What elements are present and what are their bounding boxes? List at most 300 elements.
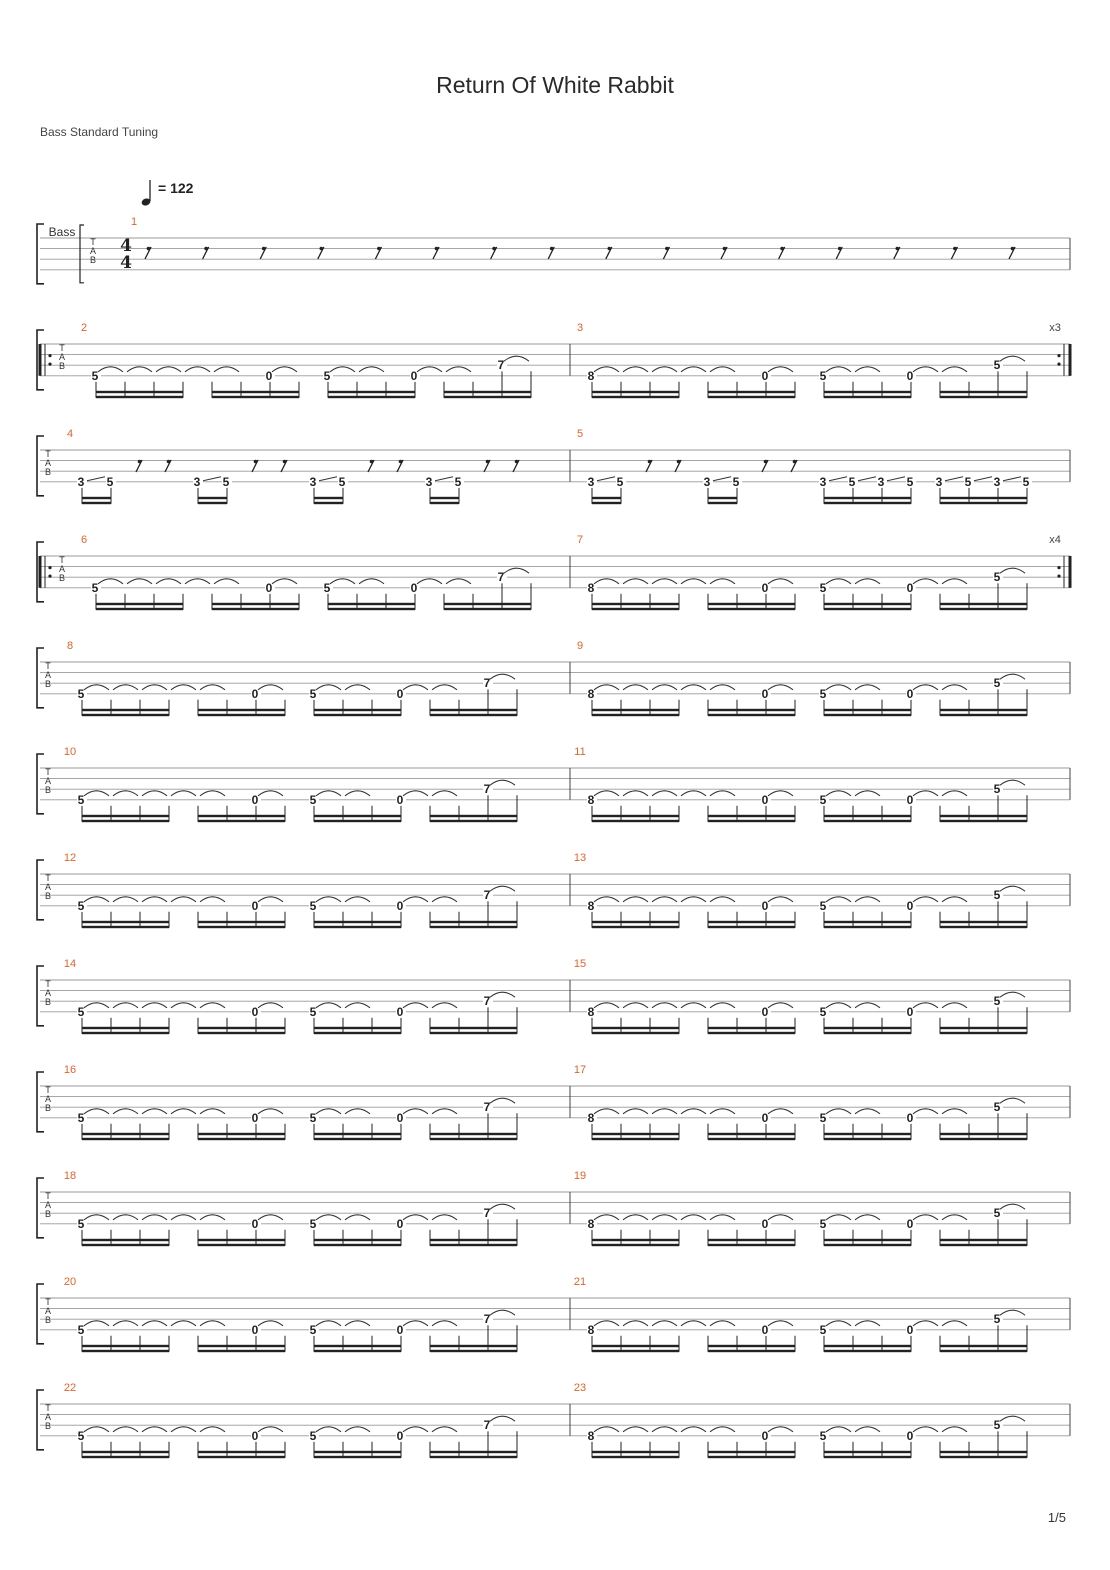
fret-number: 5: [309, 1216, 317, 1231]
beam: [824, 603, 911, 605]
tie-arc: [258, 1321, 283, 1326]
tab-clef-letter: T: [59, 343, 65, 353]
measure-number: 23: [573, 1382, 587, 1394]
tab-clef-letter: B: [44, 1209, 52, 1219]
fret-number: 0: [410, 580, 418, 595]
tie-arc: [913, 1109, 938, 1114]
tie-arc: [171, 791, 196, 796]
beam: [198, 1239, 285, 1241]
fret-number: 3: [819, 474, 827, 489]
tie-arc: [652, 1109, 677, 1114]
beam: [824, 1027, 911, 1029]
fret-number: 0: [251, 898, 259, 913]
tie-arc: [84, 1109, 109, 1114]
beam: [430, 1138, 517, 1140]
beam: [198, 1456, 285, 1458]
measure-number: 15: [573, 958, 587, 970]
beam: [592, 1345, 679, 1347]
tab-clef-letter: T: [59, 555, 65, 565]
fret-number: 3: [993, 474, 1001, 489]
tab-system: [37, 852, 1070, 928]
beam: [328, 396, 415, 398]
tie-arc: [113, 1109, 138, 1114]
tie-arc: [214, 579, 239, 584]
tie-arc: [826, 1109, 851, 1114]
tie-arc: [403, 897, 428, 902]
beam: [824, 502, 911, 504]
beam: [592, 714, 679, 716]
tie-arc: [258, 791, 283, 796]
measure-number: 1: [130, 216, 138, 228]
tie-arc: [652, 367, 677, 372]
tab-measure: [574, 958, 1027, 1034]
tie-arc: [855, 367, 880, 372]
tie-arc: [403, 1427, 428, 1432]
tab-clef-letter: B: [44, 997, 52, 1007]
fret-number: 7: [497, 570, 505, 585]
tie-arc: [826, 897, 851, 902]
tie-arc: [84, 1321, 109, 1326]
tie-arc: [942, 1003, 967, 1008]
fret-number: 0: [906, 1004, 914, 1019]
tab-measure: [67, 640, 517, 716]
beam: [708, 608, 795, 610]
tie-arc: [185, 579, 210, 584]
beam: [430, 921, 517, 923]
tie-arc: [681, 1109, 706, 1114]
beam: [82, 502, 111, 504]
beam: [314, 1244, 401, 1246]
measure-number: 16: [63, 1064, 77, 1076]
fret-number: 5: [222, 474, 230, 489]
beam: [824, 1032, 911, 1034]
tab-clef-letter: B: [89, 255, 97, 265]
tie-arc: [345, 791, 370, 796]
beam: [824, 391, 911, 393]
beam: [430, 1350, 517, 1352]
beam: [592, 502, 621, 504]
beam: [940, 1138, 1027, 1140]
tie-arc: [710, 1215, 735, 1220]
tie-arc: [113, 1003, 138, 1008]
tie-arc: [1000, 674, 1025, 679]
beam: [708, 391, 795, 393]
slide-line: [203, 477, 221, 481]
tie-arc: [345, 897, 370, 902]
beam: [328, 608, 415, 610]
fret-number: 0: [761, 1216, 769, 1231]
measure-number: 2: [80, 322, 88, 334]
tie-arc: [768, 1215, 793, 1220]
tie-arc: [855, 1109, 880, 1114]
fret-number: 5: [309, 1110, 317, 1125]
tie-arc: [84, 791, 109, 796]
tuning-label: Bass Standard Tuning: [40, 125, 159, 139]
fret-number: 0: [251, 1110, 259, 1125]
tie-arc: [403, 791, 428, 796]
tie-arc: [710, 1321, 735, 1326]
tie-arc: [652, 1215, 677, 1220]
fret-number: 5: [819, 1322, 827, 1337]
slide-line: [435, 477, 453, 481]
tie-arc: [942, 897, 967, 902]
beam: [592, 815, 679, 817]
beam: [708, 926, 795, 928]
tie-arc: [855, 579, 880, 584]
beam: [198, 1350, 285, 1352]
tab-system: [37, 1170, 1070, 1246]
beam: [592, 1138, 679, 1140]
fret-number: 5: [993, 1418, 1001, 1433]
fret-number: 0: [251, 1428, 259, 1443]
tab-clef-letter: B: [44, 467, 52, 477]
beam: [328, 603, 415, 605]
beam: [82, 1239, 169, 1241]
tie-arc: [98, 579, 123, 584]
beam: [82, 1133, 169, 1135]
fret-number: 5: [77, 1428, 85, 1443]
tie-arc: [913, 367, 938, 372]
beam: [314, 1027, 401, 1029]
beam: [212, 391, 299, 393]
tie-arc: [1000, 780, 1025, 785]
tie-arc: [403, 1215, 428, 1220]
tie-arc: [681, 579, 706, 584]
beam: [314, 1350, 401, 1352]
tie-arc: [681, 685, 706, 690]
tie-arc: [316, 791, 341, 796]
tie-arc: [768, 1427, 793, 1432]
fret-number: 0: [761, 898, 769, 913]
tie-arc: [127, 579, 152, 584]
beam: [708, 1350, 795, 1352]
tie-arc: [826, 791, 851, 796]
beam: [198, 1133, 285, 1135]
beam: [708, 1456, 795, 1458]
repeat-dot: [1057, 363, 1060, 366]
tie-arc: [113, 897, 138, 902]
fret-number: 0: [761, 1428, 769, 1443]
tie-arc: [594, 367, 619, 372]
tie-arc: [345, 1321, 370, 1326]
tie-arc: [623, 1321, 648, 1326]
fret-number: 7: [483, 782, 491, 797]
score-title: Return Of White Rabbit: [436, 72, 674, 98]
tie-arc: [623, 897, 648, 902]
beam: [592, 396, 679, 398]
measure-number: 22: [63, 1382, 77, 1394]
fret-number: 0: [906, 686, 914, 701]
tab-clef-letter: A: [44, 1094, 52, 1104]
tie-arc: [855, 1321, 880, 1326]
beam: [82, 1345, 169, 1347]
beam: [198, 1138, 285, 1140]
tab-clef-letter: T: [45, 1085, 51, 1095]
tie-arc: [623, 1427, 648, 1432]
beam: [708, 1032, 795, 1034]
tab-clef-letter: T: [45, 1297, 51, 1307]
beam: [82, 1027, 169, 1029]
beam: [824, 714, 911, 716]
fret-number: 5: [309, 898, 317, 913]
tab-clef-letter: A: [44, 1412, 52, 1422]
beam: [592, 1239, 679, 1241]
fret-number: 5: [993, 570, 1001, 585]
tie-arc: [142, 1109, 167, 1114]
slide-line: [1003, 477, 1021, 481]
fret-number: 5: [309, 792, 317, 807]
time-signature-top: 4: [120, 236, 132, 256]
fret-number: 5: [77, 1216, 85, 1231]
beam: [824, 921, 911, 923]
tie-arc: [432, 685, 457, 690]
fret-number: 5: [819, 1216, 827, 1231]
tie-arc: [156, 367, 181, 372]
tie-arc: [594, 1003, 619, 1008]
tie-arc: [855, 685, 880, 690]
system-bracket: [37, 1072, 44, 1132]
beam: [592, 1456, 679, 1458]
tie-arc: [171, 1321, 196, 1326]
tie-arc: [942, 579, 967, 584]
fret-number: 5: [454, 474, 462, 489]
beam: [212, 396, 299, 398]
tie-arc: [768, 367, 793, 372]
tie-arc: [84, 1003, 109, 1008]
fret-number: 7: [483, 1418, 491, 1433]
tie-arc: [432, 1003, 457, 1008]
fret-number: 3: [587, 474, 595, 489]
beam: [314, 1239, 401, 1241]
beam: [708, 820, 795, 822]
fret-number: 0: [761, 792, 769, 807]
tie-arc: [623, 1109, 648, 1114]
beam: [824, 1133, 911, 1135]
tie-arc: [1000, 1416, 1025, 1421]
tab-measure: [64, 1276, 517, 1352]
tie-arc: [710, 1109, 735, 1114]
tie-arc: [200, 897, 225, 902]
tab-measure: [81, 322, 531, 398]
tie-arc: [652, 1321, 677, 1326]
fret-number: 5: [819, 368, 827, 383]
tie-arc: [1000, 1204, 1025, 1209]
fret-number: 5: [309, 1004, 317, 1019]
beam: [824, 1244, 911, 1246]
tie-arc: [345, 685, 370, 690]
repeat-dot: [1057, 575, 1060, 578]
fret-number: 7: [483, 1312, 491, 1327]
tab-system: [37, 746, 1070, 822]
beam: [940, 1345, 1027, 1347]
tie-arc: [171, 1427, 196, 1432]
measure-number: 4: [66, 428, 74, 440]
tie-arc: [200, 685, 225, 690]
tie-arc: [710, 579, 735, 584]
tie-arc: [330, 367, 355, 372]
tab-system: [37, 534, 1070, 610]
tie-arc: [681, 367, 706, 372]
tie-arc: [127, 367, 152, 372]
system-bracket: [37, 1390, 44, 1450]
measure-number: 13: [573, 852, 587, 864]
tie-arc: [913, 791, 938, 796]
tie-arc: [826, 1003, 851, 1008]
tie-arc: [826, 367, 851, 372]
fret-number: 0: [906, 1428, 914, 1443]
slide-line: [887, 477, 905, 481]
fret-number: 7: [497, 358, 505, 373]
beam: [940, 921, 1027, 923]
fret-number: 5: [993, 1100, 1001, 1115]
tie-arc: [623, 367, 648, 372]
tab-measure: [574, 852, 1027, 928]
measure-number: 21: [573, 1276, 587, 1288]
beam: [592, 921, 679, 923]
beam: [940, 1032, 1027, 1034]
beam: [940, 1451, 1027, 1453]
beam: [592, 820, 679, 822]
tab-clef-letter: B: [58, 573, 66, 583]
beam: [708, 1027, 795, 1029]
tie-arc: [84, 685, 109, 690]
tab-measure: [64, 1064, 517, 1140]
measure-number: 18: [63, 1170, 77, 1182]
system-bracket: [37, 224, 44, 284]
beam: [708, 714, 795, 716]
fret-number: 0: [396, 792, 404, 807]
tab-clef-letter: A: [44, 458, 52, 468]
fret-number: 3: [425, 474, 433, 489]
fret-number: 8: [587, 580, 595, 595]
repeat-dot: [1057, 566, 1060, 569]
tie-arc: [446, 367, 471, 372]
tab-clef-letter: T: [45, 1191, 51, 1201]
tie-arc: [142, 1215, 167, 1220]
tie-arc: [913, 579, 938, 584]
fret-number: 8: [587, 368, 595, 383]
tie-arc: [681, 897, 706, 902]
beam: [96, 603, 183, 605]
beam: [940, 497, 1027, 499]
beam: [940, 502, 1027, 504]
beam: [82, 1032, 169, 1034]
beam: [212, 608, 299, 610]
beam: [96, 391, 183, 393]
tie-arc: [913, 1321, 938, 1326]
fret-number: 5: [309, 686, 317, 701]
tie-arc: [490, 1416, 515, 1421]
beam: [430, 926, 517, 928]
fret-number: 0: [251, 1004, 259, 1019]
beam: [82, 1138, 169, 1140]
tie-arc: [768, 1321, 793, 1326]
instrument-name: Bass: [48, 225, 76, 239]
fret-number: 5: [993, 994, 1001, 1009]
measure-number: 10: [63, 746, 77, 758]
fret-number: 5: [819, 1110, 827, 1125]
tab-measure: [574, 1276, 1027, 1352]
beam: [314, 1345, 401, 1347]
beam: [430, 497, 459, 499]
tie-arc: [681, 1427, 706, 1432]
tie-arc: [1000, 568, 1025, 573]
beam: [444, 396, 531, 398]
tie-arc: [1000, 356, 1025, 361]
fret-number: 0: [396, 1428, 404, 1443]
slide-line: [319, 477, 337, 481]
tie-arc: [113, 1321, 138, 1326]
tie-arc: [681, 1003, 706, 1008]
tab-measure: [577, 322, 1027, 398]
tie-arc: [432, 1427, 457, 1432]
tie-arc: [855, 897, 880, 902]
fret-number: 5: [323, 368, 331, 383]
tab-clef-letter: B: [44, 679, 52, 689]
beam: [314, 1451, 401, 1453]
beam: [940, 608, 1027, 610]
beam: [314, 820, 401, 822]
fret-number: 0: [410, 368, 418, 383]
tab-system: [37, 428, 1070, 504]
tie-arc: [652, 579, 677, 584]
tie-arc: [417, 367, 442, 372]
tie-arc: [768, 685, 793, 690]
beam: [430, 709, 517, 711]
tie-arc: [681, 1215, 706, 1220]
tie-arc: [855, 1003, 880, 1008]
beam: [430, 1239, 517, 1241]
tie-arc: [710, 1003, 735, 1008]
fret-number: 5: [77, 1110, 85, 1125]
fret-number: 5: [338, 474, 346, 489]
tie-arc: [913, 1427, 938, 1432]
tie-arc: [200, 1427, 225, 1432]
fret-number: 0: [906, 1322, 914, 1337]
beam: [314, 815, 401, 817]
tie-arc: [490, 886, 515, 891]
tie-arc: [942, 1321, 967, 1326]
tie-arc: [272, 579, 297, 584]
tie-arc: [200, 1109, 225, 1114]
tie-arc: [710, 1427, 735, 1432]
tab-clef-letter: T: [45, 661, 51, 671]
tie-arc: [171, 685, 196, 690]
fret-number: 8: [587, 1216, 595, 1231]
tie-arc: [942, 367, 967, 372]
system-bracket: [37, 1284, 44, 1344]
fret-number: 8: [587, 686, 595, 701]
beam: [314, 1456, 401, 1458]
tab-clef-letter: T: [45, 449, 51, 459]
beam: [708, 921, 795, 923]
fret-number: 0: [251, 1216, 259, 1231]
beam: [824, 1138, 911, 1140]
tab-clef-letter: B: [44, 1315, 52, 1325]
fret-number: 3: [877, 474, 885, 489]
fret-number: 5: [77, 1322, 85, 1337]
beam: [940, 1027, 1027, 1029]
tie-arc: [200, 791, 225, 796]
repeat-count: x4: [1049, 534, 1061, 546]
tie-arc: [652, 1003, 677, 1008]
tab-measure: [64, 958, 517, 1034]
tie-arc: [316, 897, 341, 902]
tie-arc: [359, 367, 384, 372]
beam: [198, 815, 285, 817]
beam: [198, 709, 285, 711]
fret-number: 0: [761, 580, 769, 595]
